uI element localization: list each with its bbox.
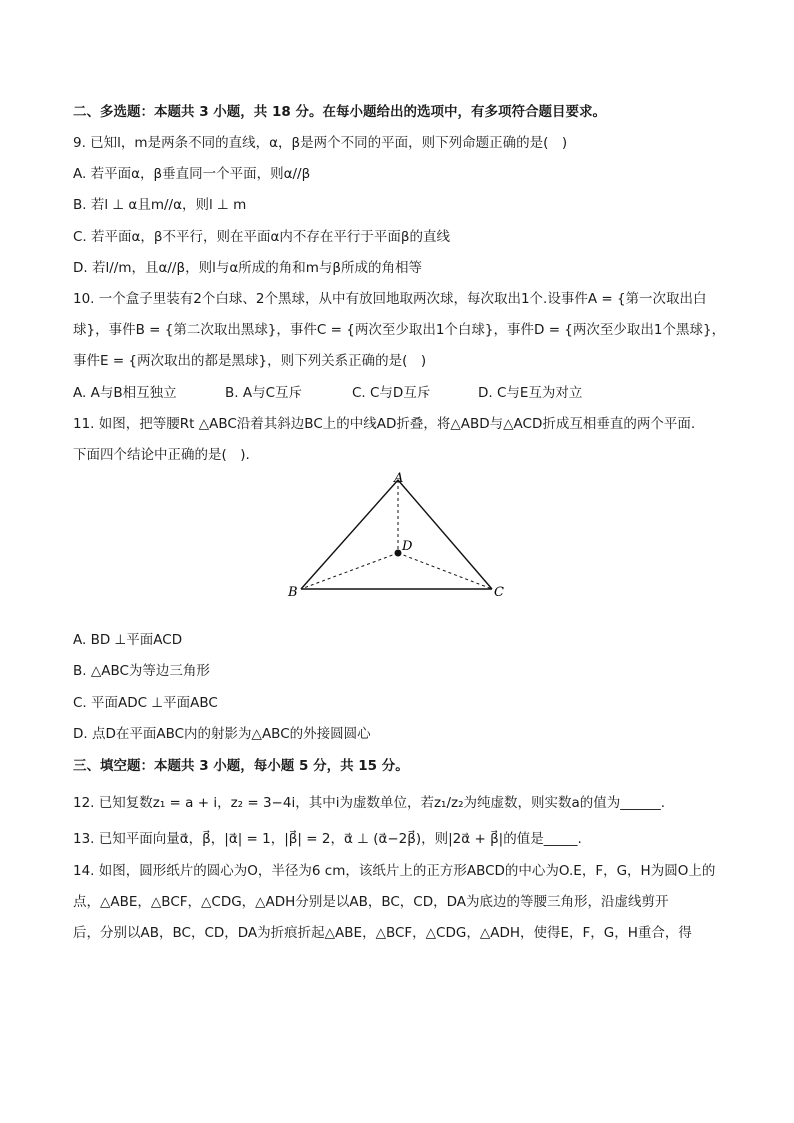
q11-stem-line1: 11. 如图，把等腰Rt △ABC沿着其斜边BC上的中线AD折叠，将△ABD与△ACD折成互相垂直的两个平面. — [73, 416, 696, 432]
q11-folded-triangle-figure — [280, 466, 520, 606]
q11-stem-line2: 下面四个结论中正确的是( ). — [73, 447, 250, 463]
edge-cd-dashed — [398, 553, 492, 589]
label-a: A — [394, 471, 404, 486]
q9-option-b: B. 若l ⊥ α且m//α，则l ⊥ m — [73, 197, 247, 213]
q14-stem-line2: 点，△ABE，△BCF，△CDG，△ADH分别是以AB，BC，CD，DA为底边的等腰三角形，沿虚线剪开 — [73, 894, 669, 910]
section-multiple-choice-heading: 二、多选题：本题共 3 小题，共 18 分。在每小题给出的选项中，有多项符合题目要求。 — [73, 104, 606, 120]
q9-stem: 9. 已知l，m是两条不同的直线，α，β是两个不同的平面，则下列命题正确的是( ) — [73, 135, 568, 151]
q12-stem: 12. 已知复数z₁ = a + i，z₂ = 3−4i，其中i为虚数单位，若z₁/z₂为纯虚数，则实数a的值为______. — [73, 795, 666, 811]
q14-stem-line3: 后，分别以AB，BC，CD，DA为折痕折起△ABE，△BCF，△CDG，△ADH，使得E，F，G，H重合，得 — [73, 925, 692, 941]
q14-stem-line1: 14. 如图，圆形纸片的圆心为O，半径为6 cm，该纸片上的正方形ABCD的中心为O.E，F，G，H为圆O上的 — [73, 863, 716, 879]
q11-option-c: C. 平面ADC ⊥平面ABC — [73, 695, 218, 711]
label-d: D — [402, 539, 413, 554]
q9-option-d: D. 若l//m，且α//β，则l与α所成的角和m与β所成的角相等 — [73, 260, 423, 276]
section-fill-blank-heading: 三、填空题：本题共 3 小题，每小题 5 分，共 15 分。 — [73, 758, 409, 774]
q11-option-d: D. 点D在平面ABC内的射影为△ABC的外接圆圆心 — [73, 726, 371, 742]
edge-ab — [301, 480, 398, 589]
edge-bd-dashed — [301, 553, 398, 589]
q11-option-a: A. BD ⊥平面ACD — [73, 632, 183, 648]
q13-stem: 13. 已知平面向量α⃗，β⃗，|α⃗| = 1，|β⃗| = 2，α⃗ ⊥ (α⃗−2β⃗)，则|2α⃗ + β⃗|的值是_____. — [73, 831, 582, 847]
q9-option-a: A. 若平面α，β垂直同一个平面，则α//β — [73, 166, 311, 182]
q10-option-d: D. C与E互为对立 — [478, 385, 583, 401]
q10-options — [73, 383, 582, 403]
label-c: C — [494, 585, 504, 600]
q10-stem-line3: 事件E = {两次取出的都是黑球}，则下列关系正确的是( ) — [73, 353, 427, 369]
q10-option-b: B. A与C互斥 — [225, 385, 303, 401]
q10-option-c: C. C与D互斥 — [352, 385, 431, 401]
q9-option-c: C. 若平面α，β不平行，则在平面α内不存在平行于平面β的直线 — [73, 229, 451, 245]
label-b: B — [288, 585, 298, 600]
q10-stem-line2: 球}，事件B = {第二次取出黑球}，事件C = {两次至少取出1个白球}，事件D = {两次至少取出1个黑球}， — [73, 322, 726, 338]
edge-ac — [398, 480, 492, 589]
q11-option-b: B. △ABC为等边三角形 — [73, 663, 210, 679]
q10-option-a: A. A与B相互独立 — [73, 385, 177, 401]
q10-stem-line1: 10. 一个盒子里装有2个白球、2个黑球，从中有放回地取两次球，每次取出1个.设事件A = {第一次取出白 — [73, 291, 707, 307]
point-d — [395, 550, 402, 557]
